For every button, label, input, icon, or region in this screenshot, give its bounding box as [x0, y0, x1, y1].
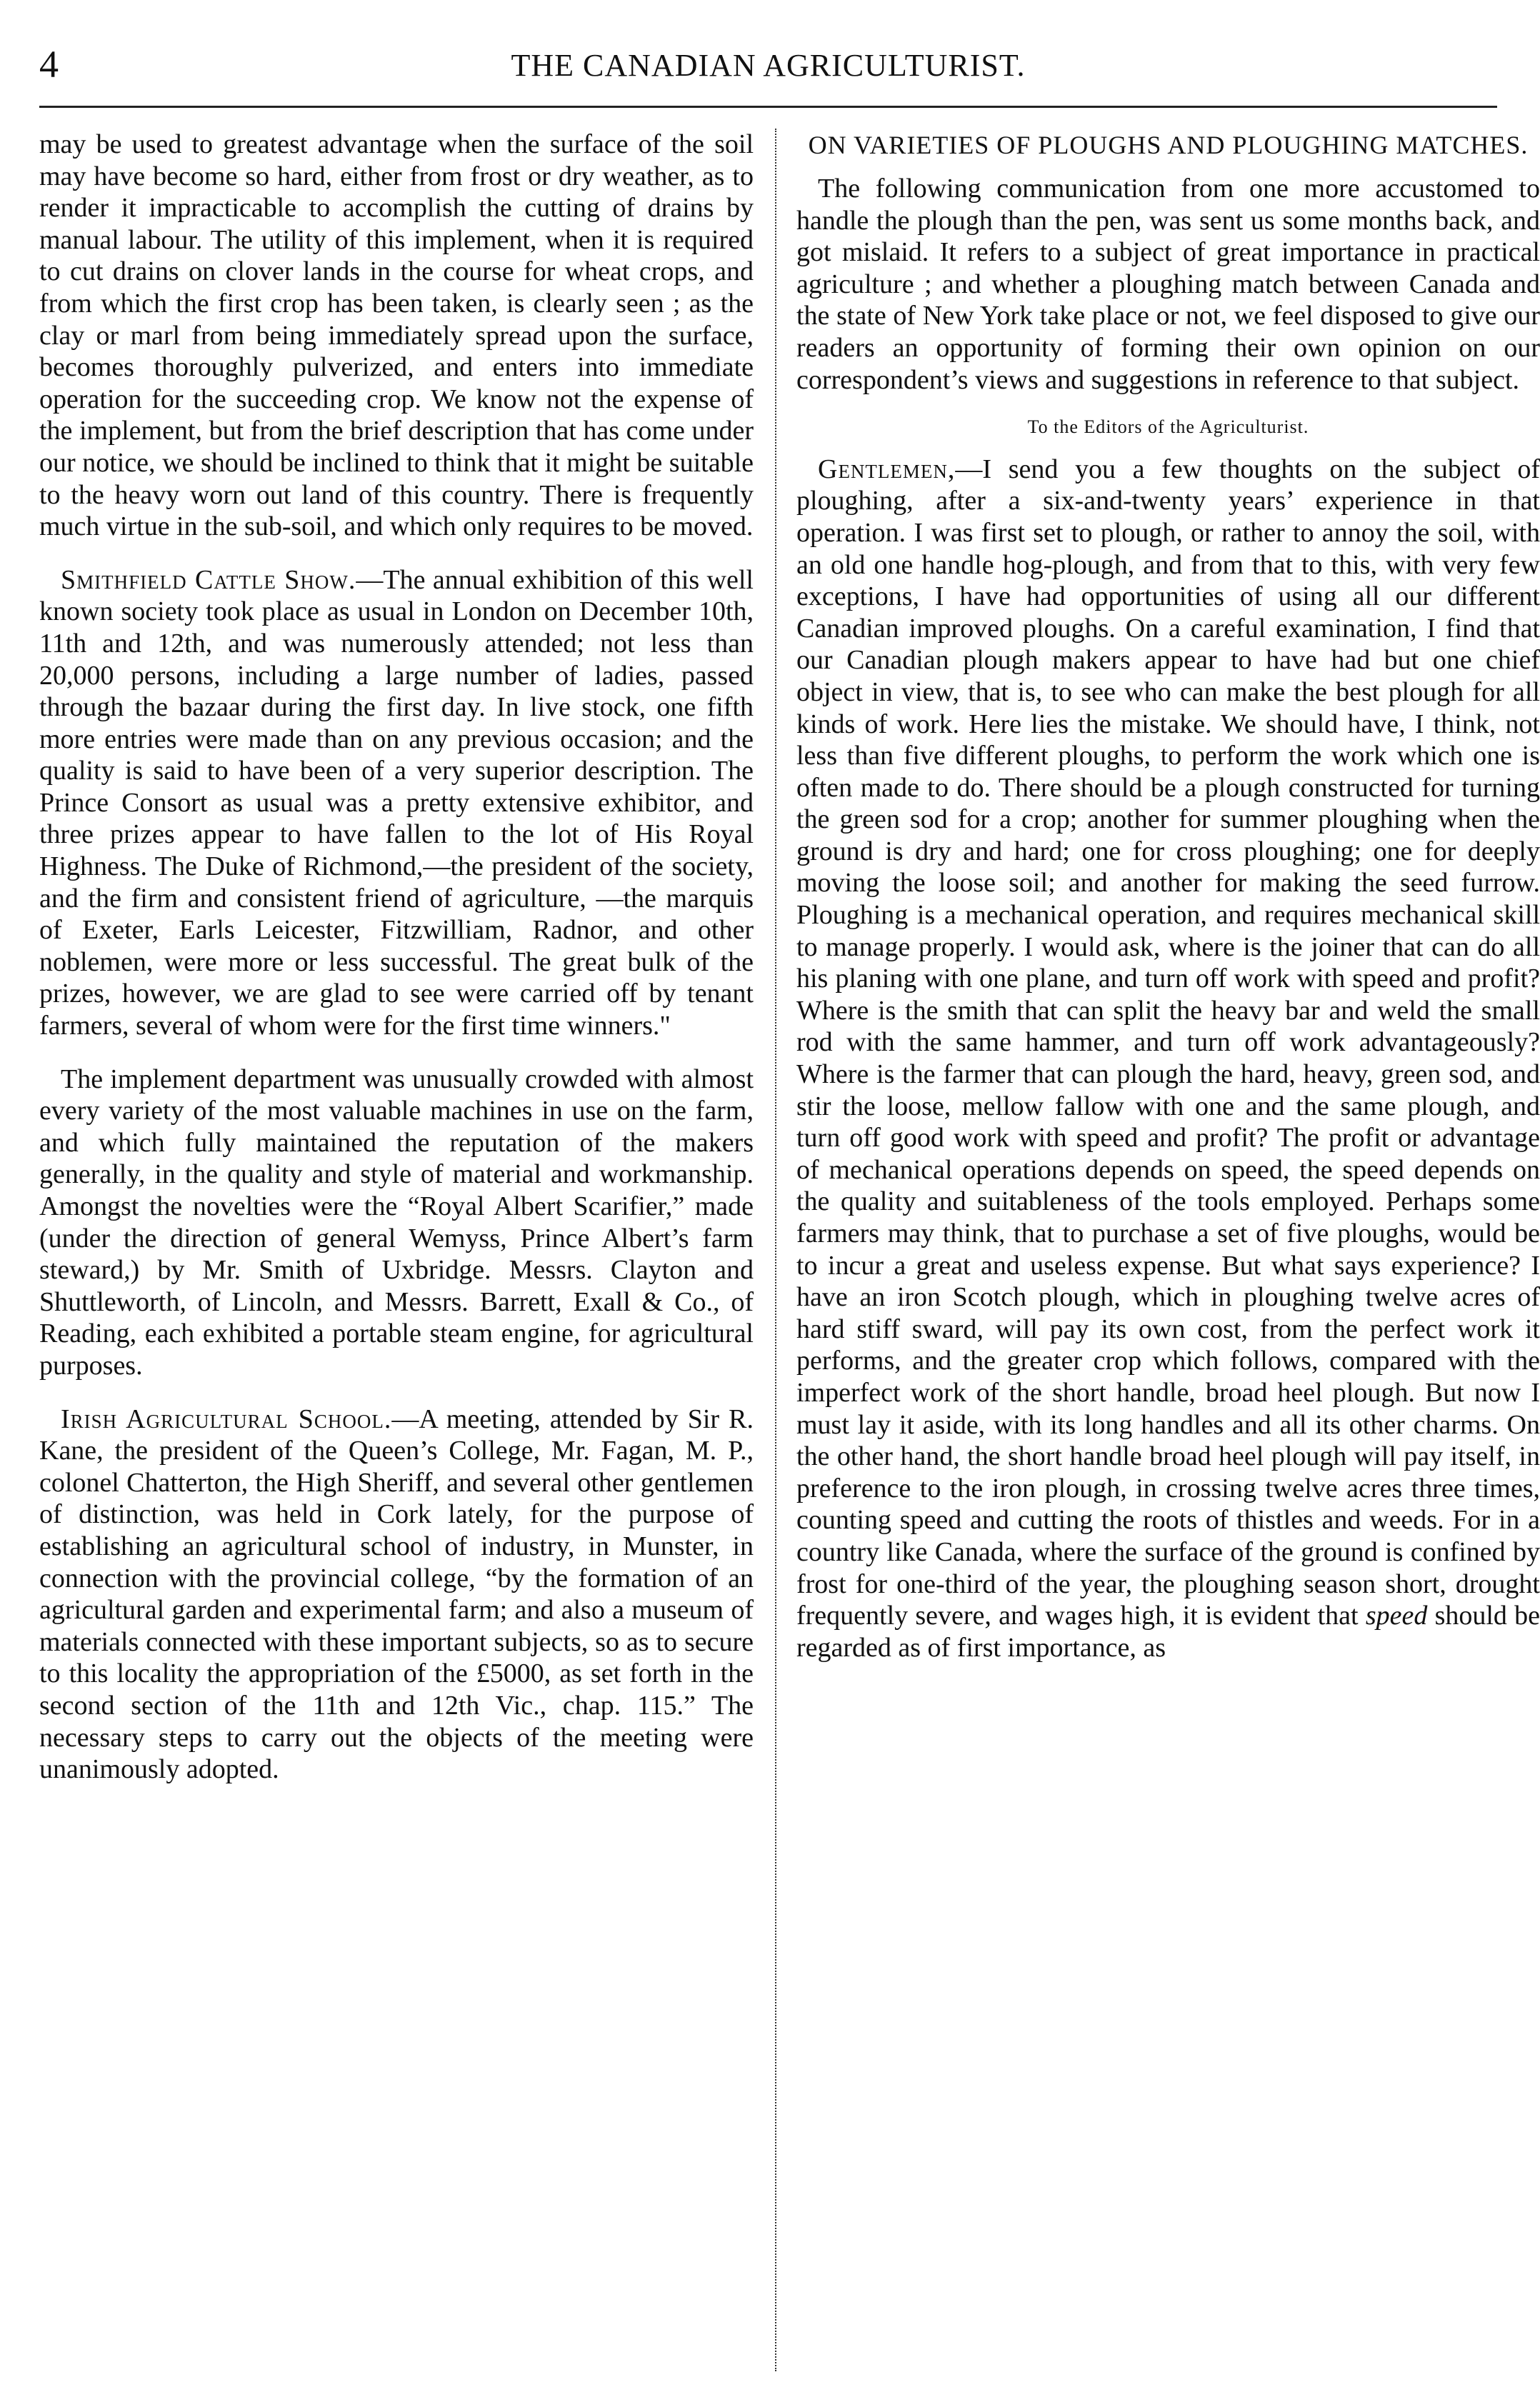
left-column [39, 129, 754, 1786]
letter-tail: should be regarded as of first importance, as [796, 1601, 1540, 1663]
smithfield-body: —The annual exhibition of this well known society took place as usual in London on December 10th, 11th and 12th, and was numerously attended; not less than 20,000 persons, including a large number of ladies, passed through the bazaar during the first day. In live stock, one fifth more entries were made than on any previous occasion; and the quality is said to have been of a very superior description. The Prince Consort as usual was a pretty extensive exhibitor, and three prizes appear to have fallen to the lot of His Royal Highness. The Duke of Richmond,—the president of the society, and the firm and consistent friend of agriculture, —the marquis of Exeter, Earls Leicester, Fitzwilliam, Radnor, and other noblemen, were more or less successful. The great bulk of the prizes, however, we are glad to see were carried off by tenant farmers, several of whom were for the first time winners." [39, 564, 754, 1041]
irish-paragraph [39, 1403, 754, 1786]
letter-paragraph [796, 454, 1540, 1664]
letter-salutation: To the Editors of the Agriculturist. [1027, 416, 1309, 438]
page-number: 4 [39, 43, 59, 86]
article-heading: ON VARIETIES OF PLOUGHS AND PLOUGHING MATCHES. [808, 131, 1529, 159]
smithfield-lead: Smithfield Cattle Show. [61, 564, 356, 595]
column-divider [775, 129, 776, 2371]
irish-body: —A meeting, attended by Sir R. Kane, the president of the Queen’s College, Mr. Fagan, M. P., colonel Chatterton, the High Sheriff, and several other gentlemen of distinction, was held in Cork lately, for the purpose of establishing an agricultural school of industry, in Munster, in connection with the provincial college, “by the formation of an agricultural garden and experimental farm; and also a museum of materials connected with these important subjects, so as to secure to this locality the appropriation of the £5000, as set forth in the second section of the 11th and 12th Vic., chap. 115.” The necessary steps to carry out the objects of the meeting were unanimously adopted. [39, 1403, 754, 1785]
smithfield-paragraph [39, 564, 754, 1042]
irish-lead: Irish Agricultural School. [61, 1403, 392, 1434]
subsoil-paragraph: may be used to greatest advantage when the surface of the soil may have become so hard, either from frost or dry weather, as to render it impracticable to accomplish the cutting of drains by manual labour. The utility of this implement, when it is required to cut drains on clover lands in the course for wheat crops, and from which the first crop has been taken, is clearly seen ; as the clay or marl from being immediately spread upon the surface, becomes thoroughly pulverized, and enters into immediate operation for the succeeding crop. We know not the expense of the implement, but from the brief description that has come under our notice, we should be inclined to think that it might be suitable to the heavy worn out land of this country. There is frequently much virtue in the sub-soil, and which only requires to be moved. [39, 129, 754, 542]
article-columns [39, 129, 1540, 2371]
speed-emphasis: speed [1365, 1601, 1428, 1631]
letter-body: —I send you a few thoughts on the subject of ploughing, after a six-and-twenty years’ experience in that operation. I was first set to plough, or rather to annoy the soil, with an old one handle hog-plough, and from that to this, with very few exceptions, I have had opportunities of using all our different Canadian improved ploughs. On a careful examination, I find that our Canadian plough makers appear to have had but one chief object in view, that is, to see who can make the best plough for all kinds of work. Here lies the mistake. We should have, I think, not less than five different ploughs, to perform the work which one is often made to do. There should be a plough constructed for turning the green sod for a crop; another for summer ploughing when the ground is dry and hard; one for cross ploughing; one for deeply moving the loose soil; and another for making the seed furrow. Ploughing is a mechanical operation, and requires mechanical skill to manage properly. I would ask, where is the joiner that can do all his planing with one plane, and turn off work with speed and profit? Where is the smith that can split the heavy bar and weld the small rod with the same hammer, and turn off work advantageously? Where is the farmer that can plough the hard, heavy, green sod, and stir the loose, mellow fallow with one and the same plough, and turn off good work with speed and profit? The profit or advantage of mechanical operations depends on speed, the speed depends on the quality and suitableness of the tools employed. Perhaps some farmers may think, that to purchase a set of five ploughs, would be to incur a great and useless expense. But what says experience? I have an iron Scotch plough, which in ploughing twelve acres of hard stiff sward, will pay its own cost, from the perfect work it performs, and the greater crop which follows, compared with the imperfect work of the short handle, broad heel plough. But now I must lay it aside, with its long handles and all its other charms. On the other hand, the short handle broad heel plough will pay itself, in preference to the iron plough, in crossing twelve acres three times, counting speed and cutting the roots of thistles and weeds. For in a country like Canada, where the surface of the ground is confined by frost for one-third of the year, the ploughing season short, drought frequently severe, and wages high, it is evident that [796, 454, 1540, 1631]
implement-paragraph: The implement department was unusually crowded with almost every variety of the most valuable machines in use on the farm, and which fully maintained the reputation of the makers generally, in the quality and style of material and workmanship. Amongst the novelties were the “Royal Albert Scarifier,” made (under the direction of general Wemyss, Prince Albert’s farm steward,) by Mr. Smith of Uxbridge. Messrs. Clayton and Shuttleworth, of Lincoln, and Messrs. Barrett, Exall & Co., of Reading, each exhibited a portable steam engine, for agricultural purposes. [39, 1064, 754, 1381]
intro-paragraph: The following communication from one more accustomed to handle the plough than the pen, was sent us some months back, and got mislaid. It refers to a subject of great importance in practical agriculture ; and whether a ploughing match between Canada and the state of New York take place or not, we feel disposed to give our readers an opportunity of forming their own opinion on our correspondent’s views and suggestions in reference to that subject. [796, 174, 1540, 395]
right-column [796, 129, 1540, 1663]
letter-lead: Gentlemen, [818, 454, 956, 484]
page-header [39, 43, 1497, 86]
running-title: THE CANADIAN AGRICULTURIST. [511, 48, 1026, 83]
header-rule [39, 106, 1497, 108]
